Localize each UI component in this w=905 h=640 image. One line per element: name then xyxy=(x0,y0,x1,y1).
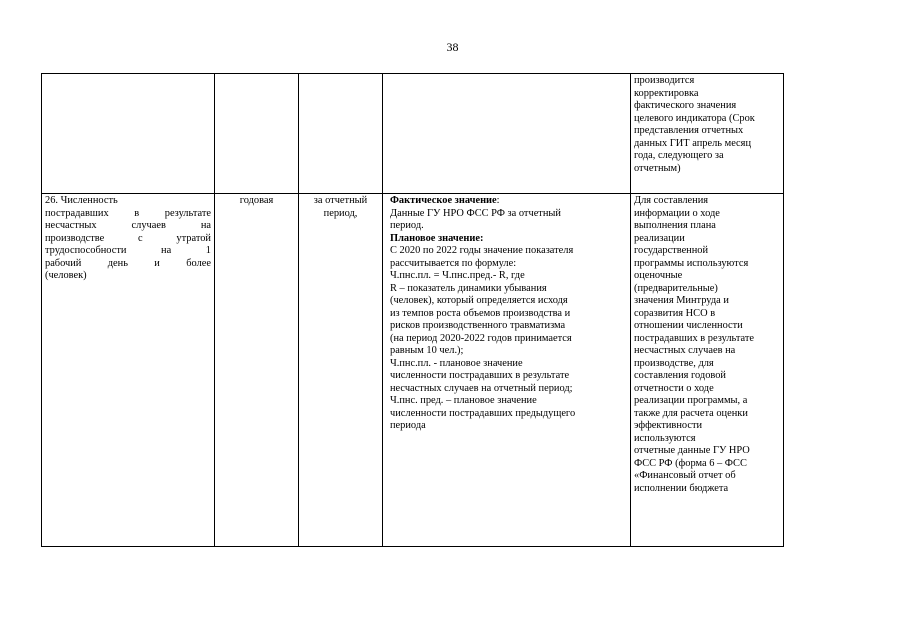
cell-continued-source xyxy=(631,74,784,194)
source-text-line: Для составления xyxy=(634,195,709,206)
source-text-line: выполнения плана xyxy=(634,220,716,231)
actual-value-heading-line xyxy=(386,195,627,208)
indicator-text-line: пострадавших в результате xyxy=(45,207,211,219)
source-text-line: отношении численности xyxy=(634,320,743,331)
cell-indicator-name xyxy=(42,194,215,547)
cell-calculation-method xyxy=(383,194,631,547)
planned-value-heading: Плановое значение: xyxy=(390,232,484,244)
source-text-line: производстве, для xyxy=(634,357,714,369)
source-text-line: производится xyxy=(634,75,695,86)
indicator-text-line: несчастных случаев на xyxy=(45,220,211,231)
source-text-line: эффективности xyxy=(634,420,703,431)
periodicity-text: годовая xyxy=(239,195,274,206)
source-text-line: представления отчетных xyxy=(634,125,744,136)
method-text-line: С 2020 по 2022 годы значение показателя xyxy=(390,245,574,256)
actual-value-heading: Фактическое значение xyxy=(390,195,497,206)
method-text-line: период. xyxy=(390,220,424,231)
source-text-line: также для расчета оценки xyxy=(634,407,748,419)
method-text-line: (человек), который определяется исходя xyxy=(390,295,568,306)
source-text-line: пострадавших в результате xyxy=(634,332,755,344)
source-text-line: несчастных случаев на xyxy=(634,345,736,356)
source-text-line: отчетности о ходе xyxy=(634,382,714,394)
method-text-line: из темпов роста объемов производства и xyxy=(390,307,571,319)
source-text-line: соразвития НСО в xyxy=(634,307,716,319)
period-text-line: период, xyxy=(323,207,358,219)
source-text-line: корректировка xyxy=(634,87,699,99)
source-text-line: значения Минтруда и xyxy=(634,295,729,306)
source-text-line: отчетные данные ГУ НРО xyxy=(634,445,750,456)
cell-empty-periodicity xyxy=(215,74,299,194)
cell-periodicity xyxy=(215,194,299,547)
indicator-text-line: трудоспособности на 1 xyxy=(45,245,211,256)
source-text-line: (предварительные) xyxy=(634,282,718,294)
source-text-line: года, следующего за xyxy=(634,150,724,161)
source-text-line: используются xyxy=(634,432,696,444)
method-text-line: несчастных случаев на отчетный период; xyxy=(390,382,573,394)
method-text-line: (на период 2020-2022 годов принимается xyxy=(390,332,572,344)
source-text-line: исполнении бюджета xyxy=(634,482,729,494)
cell-period xyxy=(299,194,383,547)
source-text-line: «Финансовый отчет об xyxy=(634,470,736,481)
method-text-line: численности пострадавших в результате xyxy=(390,370,570,381)
method-text-line: равным 10 чел.); xyxy=(390,345,464,356)
method-text-line: рассчитывается по формуле: xyxy=(390,257,517,269)
indicator-text-line: (человек) xyxy=(45,270,87,281)
period-text-line: за отчетный xyxy=(313,195,368,206)
source-text-line: программы используются xyxy=(634,257,749,269)
cell-empty-method xyxy=(383,74,631,194)
indicator-text-line: 26. Численность xyxy=(45,195,118,206)
page-number: 38 xyxy=(446,40,459,54)
method-text-line: Данные ГУ НРО ФСС РФ за отчетный xyxy=(390,207,561,219)
table-row-continued xyxy=(42,74,784,194)
cell-empty-indicator xyxy=(42,74,215,194)
method-text-line: Ч.пнс.пл. = Ч.пнс.пред.- R, где xyxy=(390,270,525,281)
source-text-line: целевого индикатора (Срок xyxy=(634,112,755,124)
indicator-table xyxy=(41,73,784,547)
source-text-line: данных ГИТ апрель месяц xyxy=(634,137,752,149)
source-text-line: реализации xyxy=(634,232,685,244)
source-text-line: информации о ходе xyxy=(634,207,720,219)
method-text-line: Ч.пнс. пред. – плановое значение xyxy=(390,395,537,406)
method-text-line: рисков производственного травматизма xyxy=(390,320,566,331)
source-text-line: государственной xyxy=(634,245,709,256)
cell-empty-period xyxy=(299,74,383,194)
indicator-text-line: производстве с утратой xyxy=(45,232,211,244)
method-text-line: периода xyxy=(390,420,426,431)
source-text-line: фактического значения xyxy=(634,100,737,111)
source-text-line: ФСС РФ (форма 6 – ФСС xyxy=(634,457,747,469)
actual-value-colon: : xyxy=(496,195,500,206)
indicator-text-line: рабочий день и более xyxy=(45,257,211,269)
method-text-line: численности пострадавших предыдущего xyxy=(390,407,576,419)
cell-data-source xyxy=(631,194,784,547)
method-text-line: Ч.пнс.пл. - плановое значение xyxy=(390,357,523,369)
method-text-line: R – показатель динамики убывания xyxy=(390,282,547,294)
table-row-indicator-26 xyxy=(42,194,784,547)
source-text-line: отчетным) xyxy=(634,162,681,174)
source-text-line: оценочные xyxy=(634,270,683,281)
source-text-line: реализации программы, а xyxy=(634,395,748,406)
source-text-line: составления годовой xyxy=(634,370,726,381)
